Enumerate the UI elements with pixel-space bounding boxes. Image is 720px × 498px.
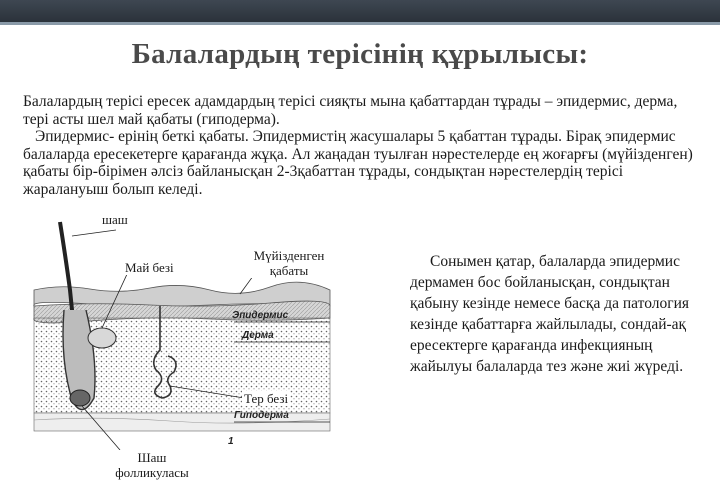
hair-label: шаш (102, 212, 128, 227)
keratinized-layer-label: Мүйізденген қабаты (234, 248, 344, 278)
epidermis-paragraph: Эпидермис- ерінің беткі қабаты. Эпидермистің жасушалары 5 қабаттан тұрады. Бірақ эпидермис балаларда ересекетерге қарағанда жұқа. Ал жаңадан туылған нәрестелерде ең жоғарғы (мүйізденген) қабаты бір-бірімен әлсіз байланысқан 2-3қабаттан тұрады, сондықтан нәрестелердің терісі жаралануыш болып келеді. (23, 128, 693, 198)
dermis-tag: Дерма (242, 330, 274, 341)
skin-structure-diagram (20, 210, 360, 492)
slide-top-bar (0, 0, 720, 22)
slide-title: Балалардың терісінің құрылысы: (131, 38, 589, 70)
sweat-gland-label: Тер безі (244, 391, 289, 406)
sebaceous-gland-label: Май безі (125, 260, 174, 275)
sebaceous-gland-shape (88, 328, 116, 348)
intro-paragraph: Балалардың терісі ересек адамдардың терісі сияқты мына қабаттардан тұрады – эпидермис, дерма, тері асты шел май қабаты (гиподерма). (23, 93, 678, 128)
marker-tag: 1 (228, 436, 234, 447)
side-paragraph: Сонымен қатар, балаларда эпидермис дермамен бос бойланысқан, сондықтан қабыну кезінде немесе басқа да патология кезінде қабаттарға жайлылады, сондай-ақ ересектерге қарағанда инфекцияның жайылуы балаларда тез және жиі жүреді. (410, 253, 690, 375)
hair-follicle-label: Шаш фолликуласы (104, 450, 200, 480)
hypodermis-tag: Гиподерма (234, 410, 289, 421)
slide-top-accent (0, 22, 720, 25)
epidermis-tag: Эпидермис (232, 310, 289, 321)
